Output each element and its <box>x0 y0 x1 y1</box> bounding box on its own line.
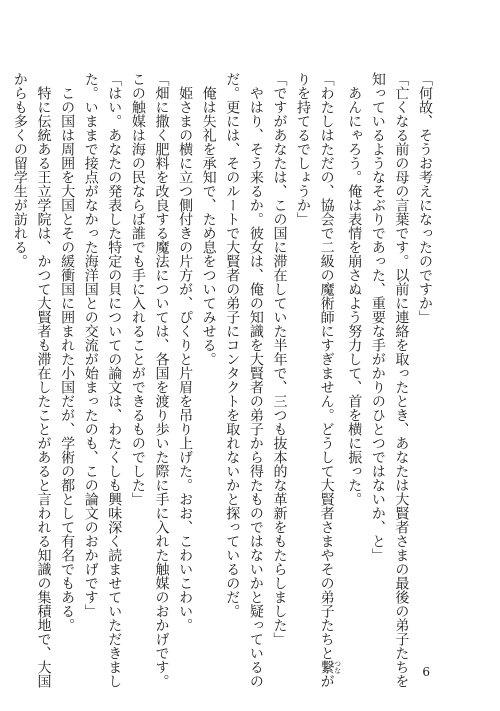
text-line: りを持てるでしょうか」 <box>295 72 312 226</box>
text-line: 「ですがあなたは、この国に滞在していた半年で、三つも抜本的な革新をもたらしました」 <box>271 72 288 646</box>
text-line: やはり、そう来るか。彼女は、俺の知識を大賢者の弟子から得たものではないかと疑っているの <box>247 72 264 688</box>
ruby-reading: つな <box>333 660 342 674</box>
text-line: 「何故、そうお考えになったのですか」 <box>417 72 433 324</box>
ruby-base: 繋 <box>318 660 335 674</box>
text-line: 知っているようなそぶりであった、重要な手がかりのひとつではないか、と」 <box>369 72 386 562</box>
text-line: た。いままで接点がなかった海洋国との交流が始まったのも、この論文のおかげです」 <box>82 72 99 618</box>
text-line: あんにゃろう。俺は表情を崩さぬよう努力して、首を横に振った。 <box>346 72 363 506</box>
ruby-annotation <box>318 660 342 674</box>
text-line: この国は周囲を大国とその緩衝国に囲まれた小国だが、学術の都として有名でもある。 <box>59 72 76 632</box>
vertical-text-body <box>11 72 436 688</box>
text-line: 姫さまの横に立つ側付きの片方が、ぴくりと片眉を吊り上げた。おお、こわいこわい。 <box>177 72 194 632</box>
text-line: だ。更には、そのルートで大賢者の弟子にコンタクトを取れないかと探っているのだ。 <box>224 72 241 618</box>
text-line: 俺は失礼を承知で、ため息をついてみせる。 <box>200 72 217 366</box>
text-line: 特に伝統ある王立学院は、かつて大賢者も滞在したことがあると言われる知識の集積地で、大国 <box>35 72 52 688</box>
text-line-with-ruby <box>314 72 342 688</box>
text-line-part: が <box>318 674 335 688</box>
text-line: からも多くの留学生が訪れる。 <box>11 72 28 268</box>
text-line-part: 「わたしはただの、協会で二級の魔術師にすぎません。どうして大賢者さまやその弟子たちと <box>318 72 335 660</box>
text-line: 「亡くなる前の母の言葉です。以前に連絡を取ったとき、あなたは大賢者さまの最後の弟子たちを <box>393 72 410 688</box>
text-line: 「畑に撒く肥料を改良する魔法については、各国を渡り歩いた際に手に入れた触媒のおかげです。 <box>153 72 170 688</box>
page-number: 6 <box>422 665 430 679</box>
text-line: この触媒は海の民ならば誰でも手に入れることができるものでした」 <box>129 72 146 506</box>
text-line: 「はい。あなたの発表した特定の貝についての論文は、わたくしも興味深く読ませていただきまし <box>106 72 123 688</box>
